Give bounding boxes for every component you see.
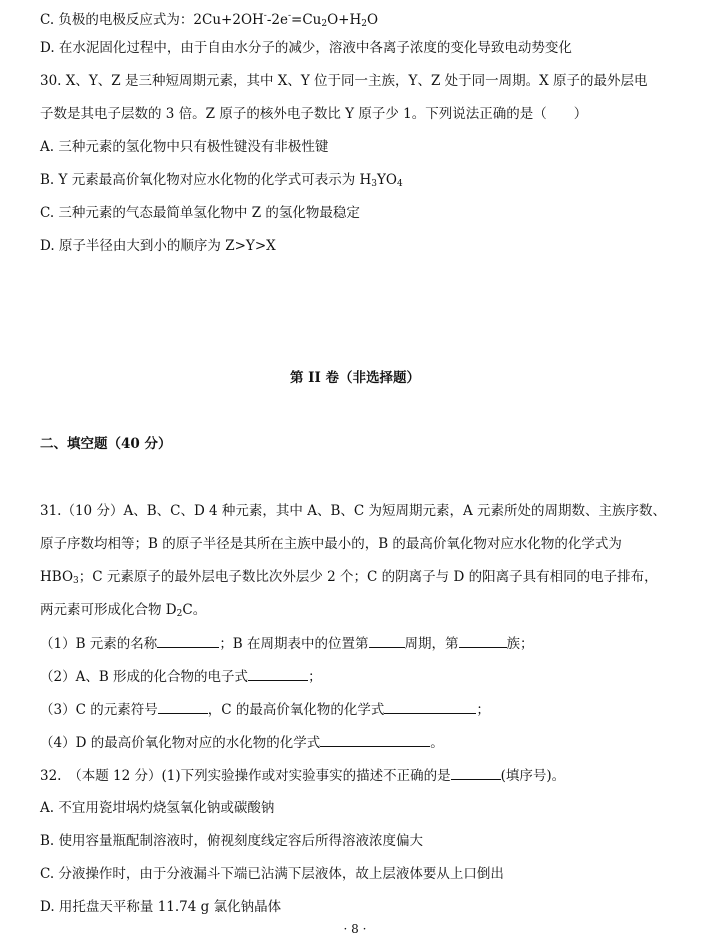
answer-blank[interactable]: [459, 633, 507, 648]
answer-blank[interactable]: [451, 765, 501, 780]
q29-option-d: D. 在水泥固化过程中，由于自由水分子的减少，溶液中各离子浓度的变化导致电动势变化: [40, 40, 572, 56]
q32-option-a: A. 不宜用瓷坩埚灼烧氢氧化钠或碳酸钠: [40, 800, 275, 816]
q31-line1: 31.（10 分）A、B、C、D 4 种元素，其中 A、B、C 为短周期元素，A 元素所处的周期数、主族序数、: [40, 503, 667, 519]
volume-title: 第 II 卷（非选择题）: [289, 370, 421, 386]
q31-line3: $HBO_3$；C 元素原子的最外层电子数比次外层少 2 个；C 的阴离子与 D 的阳离子具有相同的电子排布，: [40, 569, 658, 586]
q30-stem-line1: 30. X、Y、Z 是三种短周期元素，其中 X、Y 位于同一主族，Y、Z 处于同一周期。X 原子的最外层电: [40, 73, 648, 89]
part-title: 二、填空题（40 分）: [40, 436, 172, 452]
q30-stem-line2: 子数是其电子层数的 3 倍。Z 原子的核外电子数比 Y 原子少 1。下列说法正确的是（ ）: [40, 106, 588, 122]
q31-sub4: （4）D 的最高价氧化物对应的水化物的化学式 。: [40, 732, 444, 753]
q32-option-d: D. 用托盘天平称量 11.74 g 氯化钠晶体: [40, 899, 282, 915]
q30-option-d: D. 原子半径由大到小的顺序为 Z>Y>X: [40, 238, 276, 254]
answer-blank[interactable]: [158, 699, 208, 714]
answer-blank[interactable]: [369, 633, 405, 648]
q31-line2: 原子序数均相等；B 的原子半径是其所在主族中最小的，B 的最高价氧化物对应水化物的化学式为: [40, 536, 622, 552]
q30-option-c: C. 三种元素的气态最简单氢化物中 Z 的氢化物最稳定: [40, 205, 360, 221]
q30-option-a: A. 三种元素的氢化物中只有极性键没有非极性键: [40, 139, 329, 155]
answer-blank[interactable]: [157, 633, 219, 648]
answer-blank[interactable]: [320, 732, 430, 747]
q31-sub2: （2）A、B 形成的化合物的电子式 ；: [40, 666, 322, 687]
answer-blank[interactable]: [248, 666, 308, 681]
q31-sub1: （1）B 元素的名称 ；B 在周期表中的位置第 周期，第 族；: [40, 633, 534, 654]
answer-blank[interactable]: [384, 699, 476, 714]
q32-option-b: B. 使用容量瓶配制溶液时，俯视刻度线定容后所得溶液浓度偏大: [40, 833, 424, 849]
q32-option-c: C. 分液操作时，由于分液漏斗下端已沾满下层液体，故上层液体要从上口倒出: [40, 866, 504, 882]
q29-option-c: C. 负极的电极反应式为：$2Cu+2OH^--2e^-=Cu_2O+H_2O$: [40, 11, 379, 29]
q31-line4: 两元素可形成化合物 $D_2C$。: [40, 602, 207, 619]
q32-stem: 32. （本题 12 分）(1)下列实验操作或对实验事实的描述不正确的是 (填序号)。: [40, 765, 565, 786]
q31-sub3: （3）C 的元素符号 ，C 的最高价氧化物的化学式 ；: [40, 699, 490, 720]
page-number: · 8 ·: [343, 922, 367, 936]
q30-option-b: B. Y 元素最高价氧化物对应水化物的化学式可表示为 $H_3YO_4$: [40, 172, 403, 189]
